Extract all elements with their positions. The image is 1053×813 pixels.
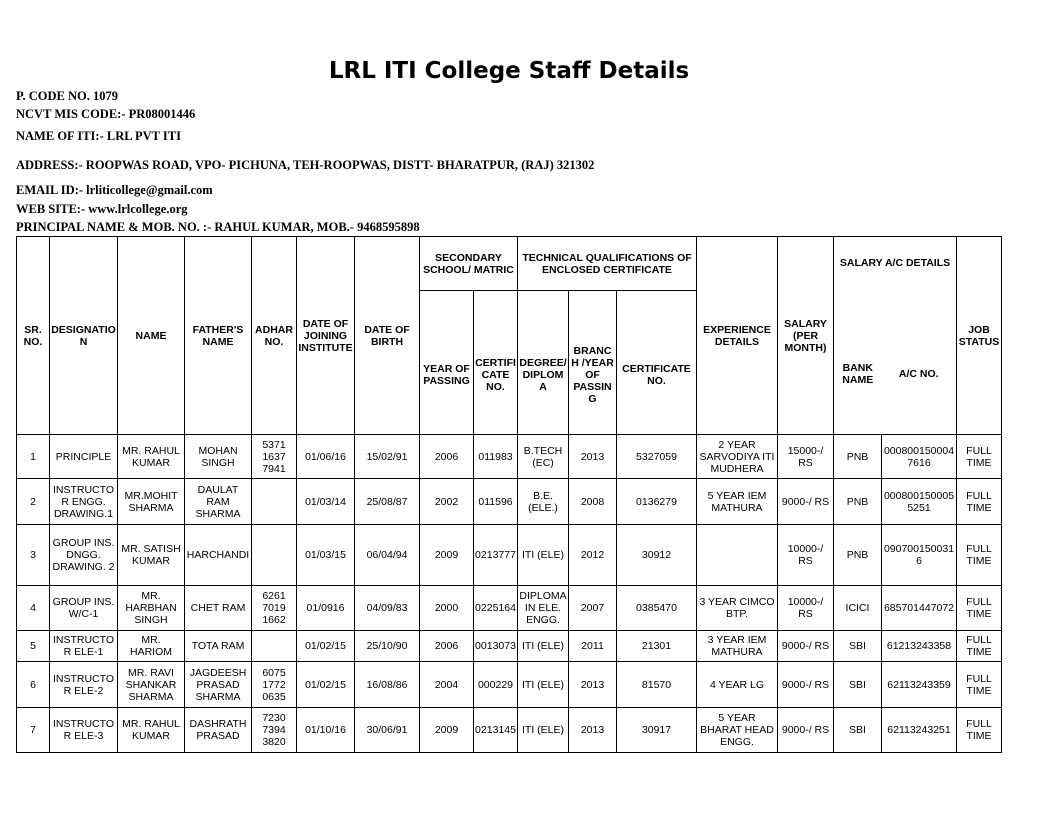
cell-dob: 06/04/94	[355, 525, 420, 586]
cell-certno: 5327059	[617, 435, 697, 479]
cell-ac: 685701447072	[882, 586, 957, 631]
cell-salary: 10000-/ RS	[778, 586, 834, 631]
cell-father: DAULAT RAM SHARMA	[185, 479, 252, 525]
cell-experience: 5 YEAR IEM MATHURA	[697, 479, 778, 525]
header-year-passing: YEAR OF PASSING	[420, 291, 474, 435]
cell-dob: 15/02/91	[355, 435, 420, 479]
cell-cert: 0225164	[474, 586, 518, 631]
cell-branch: 2013	[569, 662, 617, 708]
header-joining: DATE OF JOINING INSTITUTE	[297, 237, 355, 435]
cell-adhar: 6075 1772 0635	[252, 662, 297, 708]
cell-salary: 9000-/ RS	[778, 479, 834, 525]
principal: PRINCIPAL NAME & MOB. NO. :- RAHUL KUMAR, MOB.- 9468595898	[16, 220, 420, 234]
cell-joining: 01/0916	[297, 586, 355, 631]
cell-cert: 011596	[474, 479, 518, 525]
cell-designation: INSTRUCTOR ELE-1	[50, 631, 118, 662]
cell-joining: 01/03/14	[297, 479, 355, 525]
cell-name: MR. HARBHAN SINGH	[118, 586, 185, 631]
cell-name: MR. RAVI SHANKAR SHARMA	[118, 662, 185, 708]
header-technical: TECHNICAL QUALIFICATIONS OF ENCLOSED CERTIFICATE	[518, 237, 697, 291]
cell-experience: 3 YEAR CIMCO BTP.	[697, 586, 778, 631]
staff-table	[16, 236, 1002, 753]
cell-certno: 81570	[617, 662, 697, 708]
cell-certno: 30917	[617, 708, 697, 753]
cell-cert: 000229	[474, 662, 518, 708]
cell-degree: B.TECH (EC)	[518, 435, 569, 479]
email: EMAIL ID:- lrliticollege@gmail.com	[16, 183, 213, 197]
header-branch: BRANCH /YEAR OF PASSING	[569, 291, 617, 435]
cell-father: CHET RAM	[185, 586, 252, 631]
cell-salary: 9000-/ RS	[778, 631, 834, 662]
cell-ac: 62113243359	[882, 662, 957, 708]
cell-status: FULL TIME	[957, 631, 1002, 662]
header-father: FATHER'S NAME	[185, 237, 252, 435]
cell-name: MR. RAHUL KUMAR	[118, 708, 185, 753]
cell-bank: ICICI	[834, 586, 882, 631]
cell-joining: 01/06/16	[297, 435, 355, 479]
cell-ac: 61213243358	[882, 631, 957, 662]
cell-year: 2006	[420, 631, 474, 662]
cell-bank: PNB	[834, 435, 882, 479]
header-designation: DESIGNATION	[50, 237, 118, 435]
header-experience: EXPERIENCE DETAILS	[697, 237, 778, 435]
cell-dob: 16/08/86	[355, 662, 420, 708]
cell-name: MR. SATISH KUMAR	[118, 525, 185, 586]
cell-ac: 0008001500055251	[882, 479, 957, 525]
table-row	[17, 708, 1002, 753]
cell-status: FULL TIME	[957, 479, 1002, 525]
cell-designation: INSTRUCTOR ELE-2	[50, 662, 118, 708]
header-job-status: JOB STATUS	[957, 237, 1002, 435]
cell-cert: 011983	[474, 435, 518, 479]
cell-adhar	[252, 525, 297, 586]
cell-experience	[697, 525, 778, 586]
cell-father: TOTA RAM	[185, 631, 252, 662]
cell-sr: 3	[17, 525, 50, 586]
cell-status: FULL TIME	[957, 586, 1002, 631]
header-degree: DEGREE/ DIPLOMA	[518, 291, 569, 435]
cell-ac: 0008001500047616	[882, 435, 957, 479]
cell-designation: INSTRUCTOR ENGG. DRAWING.1	[50, 479, 118, 525]
cell-status: FULL TIME	[957, 435, 1002, 479]
cell-ac: 0907001500316	[882, 525, 957, 586]
website: WEB SITE:- www.lrlcollege.org	[16, 202, 188, 216]
cell-bank: SBI	[834, 708, 882, 753]
cell-adhar: 5371 1637 7941	[252, 435, 297, 479]
cell-degree: ITI (ELE)	[518, 662, 569, 708]
cell-degree: ITI (ELE)	[518, 708, 569, 753]
cell-year: 2006	[420, 435, 474, 479]
table-row	[17, 525, 1002, 586]
address: ADDRESS:- ROOPWAS ROAD, VPO- PICHUNA, TEH-ROOPWAS, DISTT- BHARATPUR, (RAJ) 321302	[16, 158, 595, 172]
cell-joining: 01/03/15	[297, 525, 355, 586]
header-adhar: ADHAR NO.	[252, 237, 297, 435]
cell-cert: 0013073	[474, 631, 518, 662]
cell-joining: 01/02/15	[297, 662, 355, 708]
cell-ac: 62113243251	[882, 708, 957, 753]
table-row	[17, 631, 1002, 662]
cell-dob: 30/06/91	[355, 708, 420, 753]
cell-branch: 2008	[569, 479, 617, 525]
cell-year: 2009	[420, 708, 474, 753]
cell-adhar	[252, 479, 297, 525]
cell-sr: 6	[17, 662, 50, 708]
cell-branch: 2007	[569, 586, 617, 631]
cell-salary: 10000-/ RS	[778, 525, 834, 586]
cell-joining: 01/10/16	[297, 708, 355, 753]
cell-designation: INSTRUCTOR ELE-3	[50, 708, 118, 753]
cell-sr: 2	[17, 479, 50, 525]
cell-father: DASHRATH PRASAD	[185, 708, 252, 753]
ncvt-code: NCVT MIS CODE:- PR08001446	[16, 107, 196, 121]
cell-adhar: 6261 7019 1662	[252, 586, 297, 631]
cell-experience: 3 YEAR IEM MATHURA	[697, 631, 778, 662]
cell-name: MR.MOHIT SHARMA	[118, 479, 185, 525]
cell-sr: 4	[17, 586, 50, 631]
table-row	[17, 435, 1002, 479]
header-bank: BANK NAME	[834, 291, 882, 435]
header-name: NAME	[118, 237, 185, 435]
cell-certno: 0136279	[617, 479, 697, 525]
cell-salary: 15000-/ RS	[778, 435, 834, 479]
cell-status: FULL TIME	[957, 525, 1002, 586]
table-row	[17, 479, 1002, 525]
cell-branch: 2012	[569, 525, 617, 586]
cell-dob: 04/09/83	[355, 586, 420, 631]
cell-name: MR. RAHUL KUMAR	[118, 435, 185, 479]
cell-certno: 30912	[617, 525, 697, 586]
cell-experience: 4 YEAR LG	[697, 662, 778, 708]
cell-cert: 0213777	[474, 525, 518, 586]
cell-cert: 0213145	[474, 708, 518, 753]
cell-designation: GROUP INS. W/C-1	[50, 586, 118, 631]
header-salary: SALARY (PER MONTH)	[778, 237, 834, 435]
header-sr: SR. NO.	[17, 237, 50, 435]
header-certificate-no: CERTIFICATE NO.	[617, 291, 697, 435]
cell-year: 2009	[420, 525, 474, 586]
cell-experience: 5 YEAR BHARAT HEAD ENGG.	[697, 708, 778, 753]
cell-salary: 9000-/ RS	[778, 708, 834, 753]
header-salary-ac: SALARY A/C DETAILS	[834, 237, 957, 291]
header-certificate-no-short: CERTIFICATE NO.	[474, 291, 518, 435]
cell-experience: 2 YEAR SARVODIYA ITI MUDHERA	[697, 435, 778, 479]
table-row	[17, 662, 1002, 708]
cell-degree: ITI (ELE)	[518, 631, 569, 662]
cell-joining: 01/02/15	[297, 631, 355, 662]
cell-salary: 9000-/ RS	[778, 662, 834, 708]
cell-branch: 2011	[569, 631, 617, 662]
cell-father: HARCHANDI	[185, 525, 252, 586]
cell-branch: 2013	[569, 708, 617, 753]
cell-sr: 5	[17, 631, 50, 662]
cell-father: MOHAN SINGH	[185, 435, 252, 479]
cell-certno: 0385470	[617, 586, 697, 631]
cell-name: MR. HARIOM	[118, 631, 185, 662]
cell-adhar: 7230 7394 3820	[252, 708, 297, 753]
page-title: LRL ITI College Staff Details	[328, 58, 690, 84]
cell-branch: 2013	[569, 435, 617, 479]
cell-degree: DIPLOMA IN ELE. ENGG.	[518, 586, 569, 631]
cell-designation: PRINCIPLE	[50, 435, 118, 479]
cell-bank: SBI	[834, 662, 882, 708]
cell-bank: SBI	[834, 631, 882, 662]
cell-degree: B.E. (ELE.)	[518, 479, 569, 525]
table-row	[17, 586, 1002, 631]
cell-sr: 7	[17, 708, 50, 753]
header-dob: DATE OF BIRTH	[355, 237, 420, 435]
iti-name: NAME OF ITI:- LRL PVT ITI	[16, 129, 181, 143]
cell-year: 2004	[420, 662, 474, 708]
header-secondary: SECONDARY SCHOOL/ MATRIC	[420, 237, 518, 291]
cell-status: FULL TIME	[957, 662, 1002, 708]
cell-year: 2000	[420, 586, 474, 631]
cell-bank: PNB	[834, 525, 882, 586]
cell-adhar	[252, 631, 297, 662]
cell-degree: ITI (ELE)	[518, 525, 569, 586]
cell-status: FULL TIME	[957, 708, 1002, 753]
cell-dob: 25/08/87	[355, 479, 420, 525]
cell-dob: 25/10/90	[355, 631, 420, 662]
cell-father: JAGDEESH PRASAD SHARMA	[185, 662, 252, 708]
header-ac-no: A/C NO.	[882, 291, 957, 435]
cell-designation: GROUP INS. DNGG. DRAWING. 2	[50, 525, 118, 586]
cell-sr: 1	[17, 435, 50, 479]
cell-bank: PNB	[834, 479, 882, 525]
cell-year: 2002	[420, 479, 474, 525]
p-code: P. CODE NO. 1079	[16, 89, 118, 103]
cell-certno: 21301	[617, 631, 697, 662]
